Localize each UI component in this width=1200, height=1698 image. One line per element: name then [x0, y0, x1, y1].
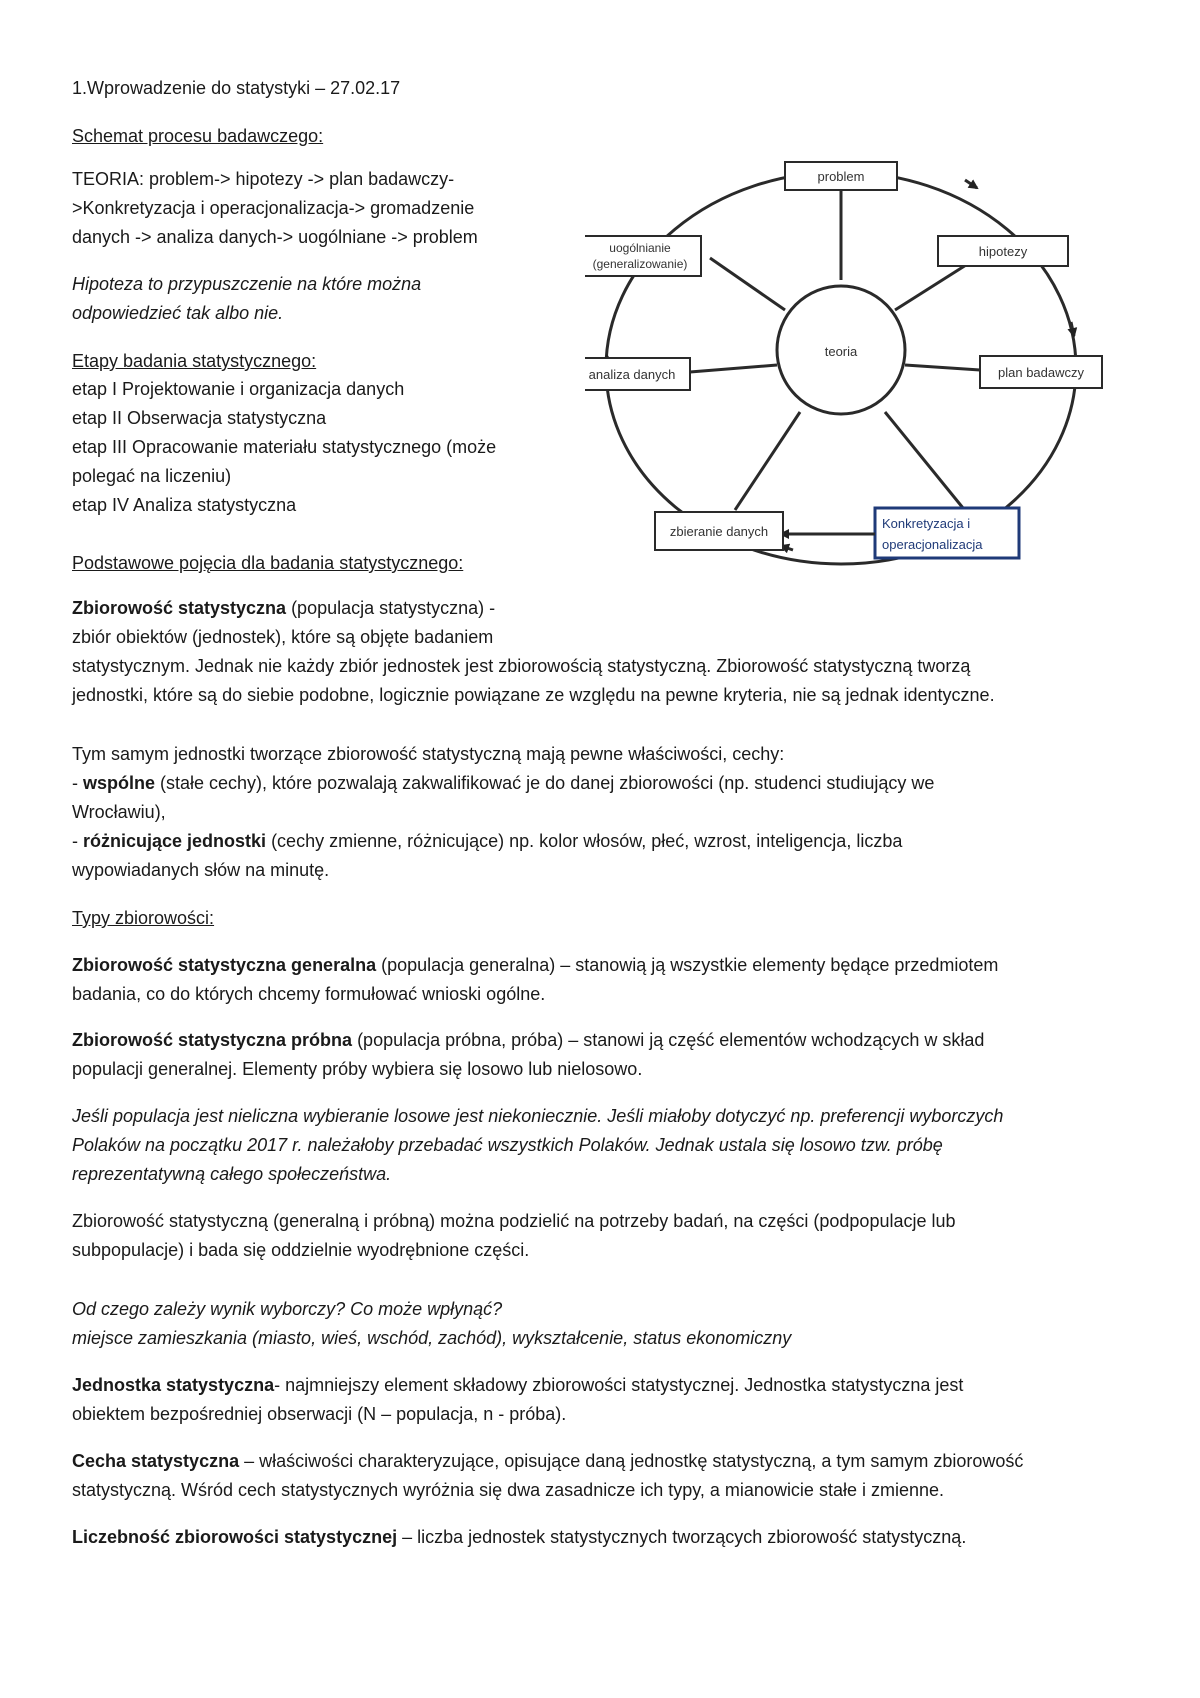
term: Zbiorowość statystyczna próbna	[72, 1030, 353, 1050]
etap-item: etap II Obserwacja statystyczna	[72, 408, 327, 428]
generalna-definition	[72, 954, 998, 976]
node-konkretyzacja-label: Konkretyzacja i	[882, 516, 971, 531]
wynik-question: Od czego zależy wynik wyborczy? Co może wpłynąć?	[72, 1299, 503, 1319]
typy-heading: Typy zbiorowości:	[72, 908, 215, 928]
cechy-intro: Tym samym jednostki tworzące zbiorowość statystyczną mają pewne właściwości, cechy:	[72, 744, 785, 764]
node-uogolnianie-label: uogólnianie	[609, 241, 671, 255]
teoria-line: TEORIA: problem-> hipotezy -> plan badawczy-	[72, 169, 455, 189]
cecha-definition	[72, 1450, 1023, 1472]
hipoteza-line: Hipoteza to przypuszczenie na które można	[72, 274, 422, 294]
pojecia-heading: Podstawowe pojęcia dla badania statystycznego:	[72, 553, 464, 573]
wynik-answer: miejsce zamieszkania (miasto, wieś, wschód, zachód), wykształcenie, status ekonomiczny	[72, 1328, 792, 1348]
zbiorowosc-line: zbiór obiektów (jednostek), które są objęte badaniem	[72, 627, 494, 647]
jednostka-definition	[72, 1374, 963, 1396]
hipoteza-line: odpowiedzieć tak albo nie.	[72, 303, 284, 323]
etapy-heading: Etapy badania statystycznego:	[72, 351, 317, 371]
zbiorowosc-line: jednostki, które są do siebie podobne, logicznie powiązane ze względu na pewne kryteria, nie są jednak identyczne.	[72, 685, 995, 705]
node-zbieranie-label: zbieranie danych	[669, 524, 769, 539]
node-problem-label: problem	[817, 169, 865, 184]
cechy-wspolne-cont: Wrocławiu),	[72, 802, 166, 822]
generalna-cont: badania, co do których chcemy formułować wnioski ogólne.	[72, 984, 546, 1004]
cechy-roznicujace-cont: wypowiadanych słów na minutę.	[72, 860, 330, 880]
schemat-heading: Schemat procesu badawczego:	[72, 126, 324, 146]
probna-definition	[72, 1029, 984, 1051]
etap-item: etap III Opracowanie materiału statystycznego (może	[72, 437, 497, 457]
zbiorowosc-definition	[72, 597, 495, 619]
term: Jednostka statystyczna	[72, 1375, 275, 1395]
text: (populacja generalna) – stanowią ją wszystkie elementy będące przedmiotem	[376, 955, 999, 975]
cecha-cont: statystyczną. Wśród cech statystycznych wyróżnia się dwa zasadnicze ich typy, a mianowicie stałe i zmienne.	[72, 1480, 945, 1500]
node-konkretyzacja-label: operacjonalizacja	[882, 537, 983, 552]
term: Zbiorowość statystyczna generalna	[72, 955, 377, 975]
podzial-line: subpopulacje) i bada się oddzielnie wyodrębnione części.	[72, 1240, 530, 1260]
node-analiza-label: analiza danych	[588, 367, 676, 382]
etap-item: etap IV Analiza statystyczna	[72, 495, 297, 515]
term: Liczebność zbiorowości statystycznej	[72, 1527, 398, 1547]
center-label: teoria	[824, 344, 858, 359]
text: (populacja próbna, próba) – stanowi ją część elementów wchodzących w skład	[352, 1030, 985, 1050]
text: (cechy zmienne, różnicujące) np. kolor włosów, płeć, wzrost, inteligencja, liczba	[266, 831, 903, 851]
etap-item: polegać na liczeniu)	[72, 466, 232, 486]
text: (populacja statystyczna) -	[286, 598, 496, 618]
term: Zbiorowość statystyczna	[72, 598, 287, 618]
cechy-wspolne	[72, 772, 934, 794]
document-title: 1.Wprowadzenie do statystyki – 27.02.17	[72, 78, 401, 98]
cycle-arrow	[965, 180, 977, 188]
etap-item: etap I Projektowanie i organizacja danych	[72, 379, 405, 399]
podzial-line: Zbiorowość statystyczną (generalną i próbną) można podzielić na potrzeby badań, na części (podpopulacje lub	[72, 1211, 956, 1231]
research-process-diagram	[585, 150, 1125, 590]
text: – właściwości charakteryzujące, opisujące daną jednostkę statystyczną, a tym samym zbiorowość	[239, 1451, 1024, 1471]
probna-cont: populacji generalnej. Elementy próby wybiera się losowo lub nielosowo.	[72, 1059, 643, 1079]
jesli-line: Polaków na początku 2017 r. należałoby przebadać wszystkich Polaków. Jednak ustala się losowo tzw. próbę	[72, 1135, 943, 1155]
text: – liczba jednostek statystycznych tworzących zbiorowość statystyczną.	[397, 1527, 967, 1547]
text: - najmniejszy element składowy zbiorowości statystycznej. Jednostka statystyczna jest	[274, 1375, 964, 1395]
jesli-line: reprezentatywną całego społeczeństwa.	[72, 1164, 392, 1184]
node-hipotezy-label: hipotezy	[978, 244, 1028, 259]
cechy-roznicujace	[72, 830, 902, 852]
bullet: -	[72, 831, 83, 851]
liczebnosc-definition	[72, 1526, 966, 1548]
term: Cecha statystyczna	[72, 1451, 240, 1471]
jesli-line: Jeśli populacja jest nieliczna wybieranie losowe jest niekoniecznie. Jeśli miałoby dotyczyć np. preferencji wyborczych	[72, 1106, 1004, 1126]
term: wspólne	[83, 773, 156, 793]
bullet: -	[72, 773, 83, 793]
teoria-line: >Konkretyzacja i operacjonalizacja-> gromadzenie	[72, 198, 475, 218]
zbiorowosc-line: statystycznym. Jednak nie każdy zbiór jednostek jest zbiorowością statystyczną. Zbiorowość statystyczną tworzą	[72, 656, 971, 676]
text: (stałe cechy), które pozwalają zakwalifikować je do danej zbiorowości (np. studenci studiujący we	[155, 773, 935, 793]
term: różnicujące jednostki	[83, 831, 267, 851]
node-plan-label: plan badawczy	[998, 365, 1084, 380]
teoria-line: danych -> analiza danych-> uogólniane -> problem	[72, 227, 478, 247]
node-uogolnianie-label: (generalizowanie)	[592, 257, 688, 271]
jednostka-cont: obiektem bezpośredniej obserwacji (N – populacja, n - próba).	[72, 1404, 567, 1424]
